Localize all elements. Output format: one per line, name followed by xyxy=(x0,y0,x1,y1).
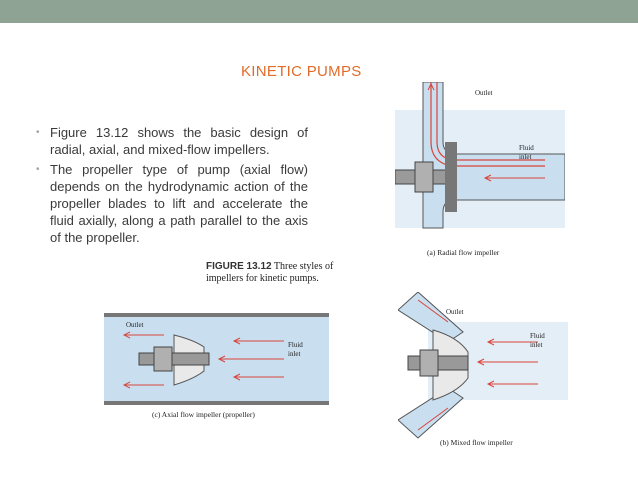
mixed-fluid-label: Fluid xyxy=(530,332,545,340)
slide-title: KINETIC PUMPS xyxy=(241,63,362,80)
axial-impeller-diagram xyxy=(104,305,329,420)
figure-label: FIGURE 13.12 xyxy=(206,261,272,272)
radial-caption: (a) Radial flow impeller xyxy=(427,248,500,257)
figure-caption xyxy=(206,261,333,285)
bullet-item: • Figure 13.12 shows the basic design of radial, axial, and mixed-flow impellers. xyxy=(36,125,308,157)
axial-fluid-label: Fluid xyxy=(288,341,303,349)
mixed-caption: (b) Mixed flow impeller xyxy=(440,438,513,447)
bullet-dot-icon: • xyxy=(36,127,40,138)
figure-caption-line1: Three styles of xyxy=(273,261,334,272)
figure-caption-line2: impellers for kinetic pumps. xyxy=(206,273,319,284)
axial-caption: (c) Axial flow impeller (propeller) xyxy=(152,410,255,419)
mixed-inlet-label: inlet xyxy=(530,341,543,349)
radial-impeller-diagram xyxy=(395,82,565,262)
bullet-item: • The propeller type of pump (axial flow) depends on the hydrodynamic action of the propeller blades to lift and accelerate the fluid axially, along a path parallel to the axis of the propeller. xyxy=(36,162,308,245)
radial-fluid-label: Fluid xyxy=(519,144,534,152)
radial-inlet-label: inlet xyxy=(519,153,532,161)
mixed-impeller-diagram xyxy=(398,292,568,452)
mixed-outlet-label: Outlet xyxy=(446,308,464,316)
radial-outlet-label: Outlet xyxy=(475,89,493,97)
bullet-dot-icon: • xyxy=(36,164,40,175)
axial-inlet-label: inlet xyxy=(288,350,301,358)
bullet-list xyxy=(36,124,308,249)
slide-top-bar xyxy=(0,0,638,23)
axial-outlet-label: Outlet xyxy=(126,321,144,329)
